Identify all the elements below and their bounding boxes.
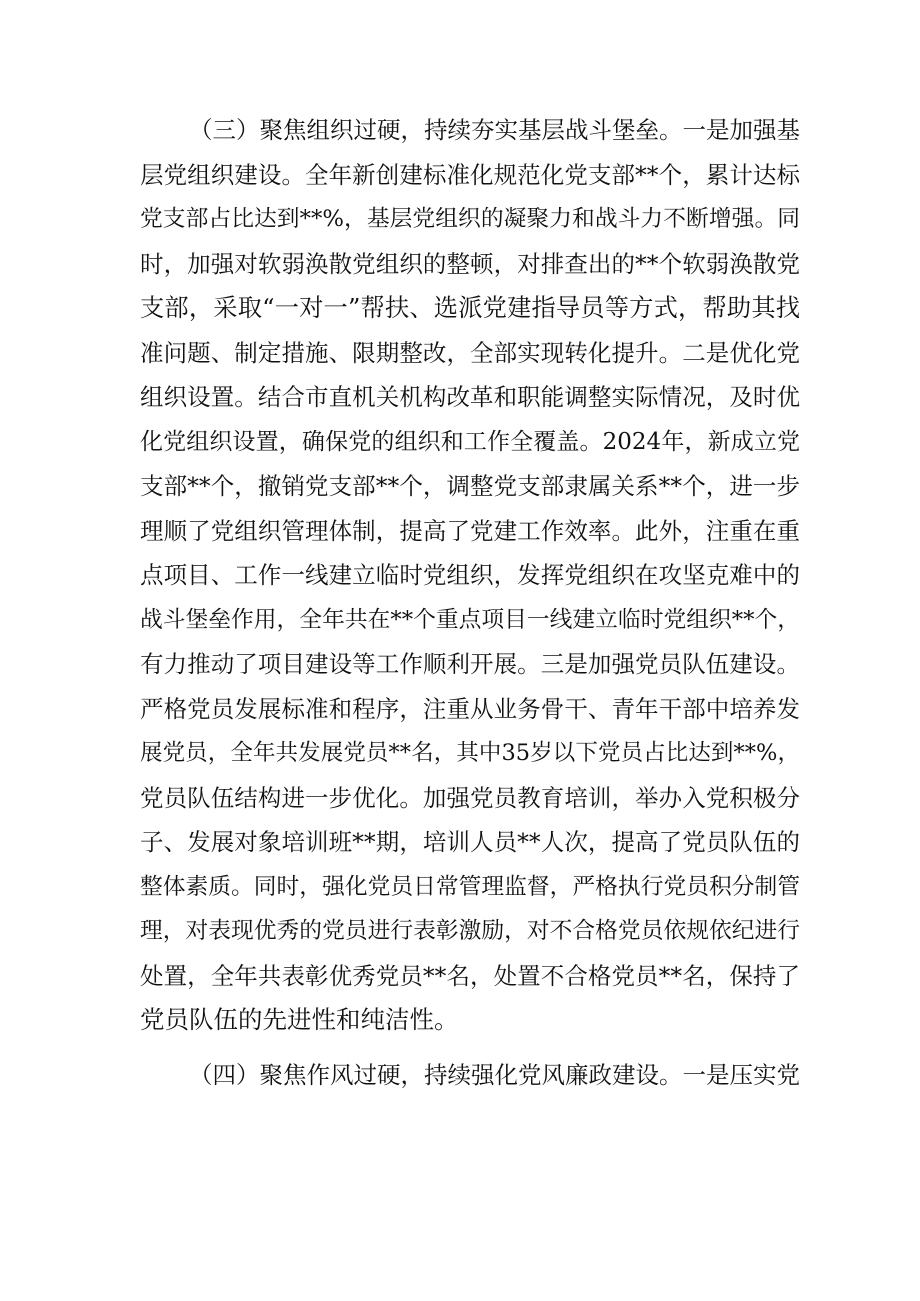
paragraph-3-line-21: 党员队伍的先进性和纯洁性。	[140, 1005, 459, 1034]
paragraph-3-line-19: 理，对表现优秀的党员进行表彰激励，对不合格党员依规依纪进行	[140, 918, 800, 944]
paragraph-3-line-8: 化党组织设置，确保党的组织和工作全覆盖。2024年，新成立党	[140, 428, 800, 455]
paragraph-3-line-10: 理顺了党组织管理体制，提高了党建工作效率。此外，注重在重	[140, 516, 800, 545]
paragraph-4-line-1: （四）聚焦作风过硬，持续强化党风廉政建设。一是压实党	[189, 1061, 800, 1089]
paragraph-3-line-14: 严格党员发展标准和程序，注重从业务骨干、青年干部中培养发	[140, 694, 800, 723]
paragraph-3-line-20: 处置，全年共表彰优秀党员**名，处置不合格党员**名，保持了	[140, 961, 800, 990]
paragraph-3-line-11: 点项目、工作一线建立临时党组织，发挥党组织在攻坚克难中的	[140, 561, 800, 589]
paragraph-3-line-2: 层党组织建设。全年新创建标准化规范化党支部**个，累计达标	[140, 160, 800, 189]
paragraph-3-line-17: 子、发展对象培训班**期，培训人员**人次，提高了党员队伍的	[140, 828, 800, 856]
paragraph-3-line-12: 战斗堡垒作用，全年共在**个重点项目一线建立临时党组织**个，	[140, 606, 800, 633]
paragraph-3-line-16: 党员队伍结构进一步优化。加强党员教育培训，举办入党积极分	[140, 783, 800, 812]
paragraph-3-line-18: 整体素质。同时，强化党员日常管理监督，严格执行党员积分制管	[140, 873, 800, 900]
paragraph-3-line-4: 时，加强对软弱涣散党组织的整顿，对排查出的**个软弱涣散党	[140, 249, 800, 278]
paragraph-3-line-6: 准问题、制定措施、限期整改，全部实现转化提升。二是优化党	[140, 338, 800, 367]
paragraph-3-line-1: （三）聚焦组织过硬，持续夯实基层战斗堡垒。一是加强基	[189, 116, 800, 144]
paragraph-3-line-13: 有力推动了项目建设等工作顺利开展。三是加强党员队伍建设。	[140, 650, 800, 678]
paragraph-3-line-9: 支部**个，撤销党支部**个，调整党支部隶属关系**个，进一步	[140, 472, 800, 500]
paragraph-3-line-7: 组织设置。结合市直机关机构改革和职能调整实际情况，及时优	[140, 383, 800, 411]
paragraph-3-line-15: 展党员，全年共发展党员**名，其中35岁以下党员占比达到**%，	[140, 740, 800, 766]
paragraph-3-line-5: 支部，采取“一对一”帮扶、选派党建指导员等方式，帮助其找	[140, 293, 800, 322]
paragraph-3-line-3: 党支部占比达到**%，基层党组织的凝聚力和战斗力不断增强。同	[140, 206, 800, 232]
